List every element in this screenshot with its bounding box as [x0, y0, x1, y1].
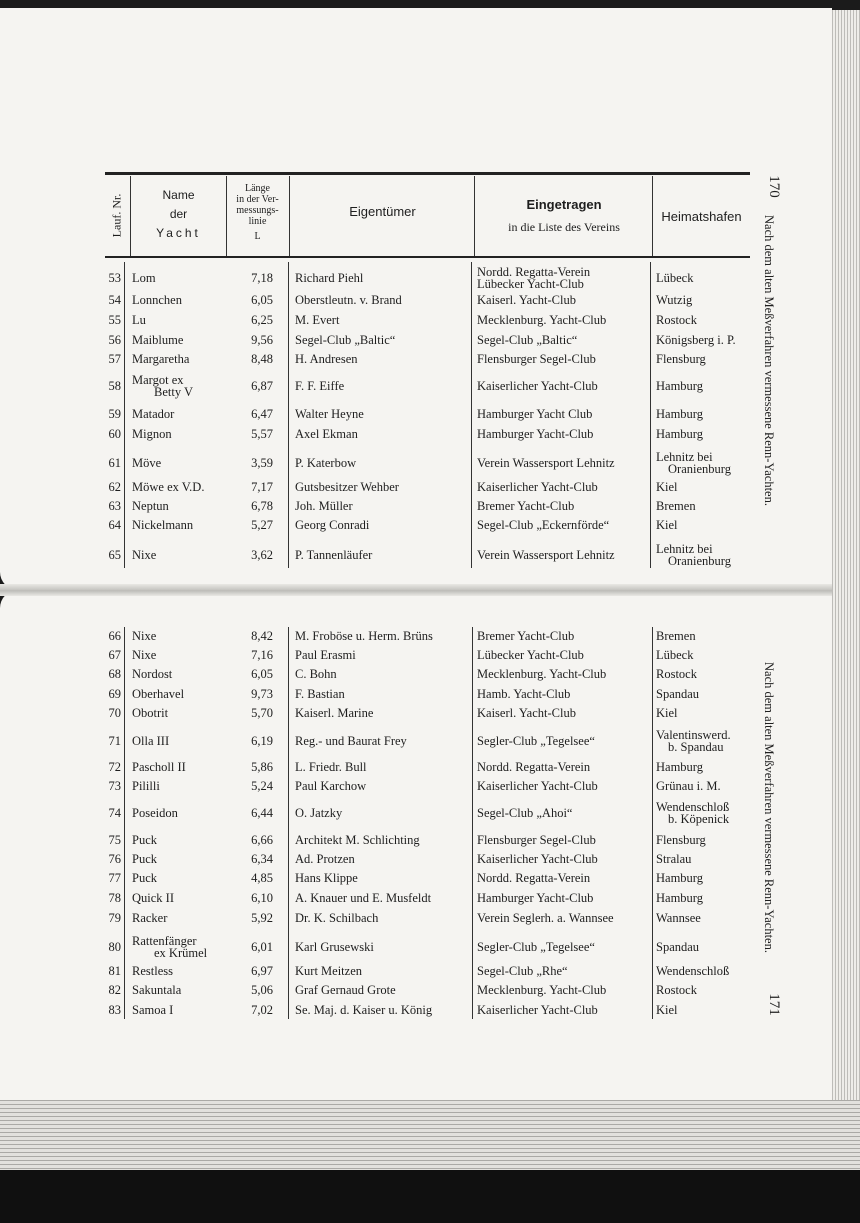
- yacht-name: Nixe: [132, 548, 157, 562]
- club-name-cont: Lübecker Yacht-Club: [477, 277, 584, 291]
- yacht-name: Olla III: [132, 734, 170, 748]
- yacht-name: Maiblume: [132, 333, 184, 347]
- club-name: Kaiserlicher Yacht-Club: [477, 379, 598, 393]
- club-name: Flensburger Segel-Club: [477, 833, 596, 847]
- row-number: 73: [108, 779, 121, 793]
- column-divider: [472, 627, 473, 1019]
- home-port: Flensburg: [656, 833, 706, 847]
- row-number: 65: [108, 548, 121, 562]
- owner-name: Graf Gernaud Grote: [295, 983, 396, 997]
- owner-name: P. Tannenläufer: [295, 548, 373, 562]
- column-divider: [650, 262, 651, 568]
- length-value: 5,27: [251, 518, 273, 532]
- club-name: Nordd. Regatta-Verein: [477, 760, 591, 774]
- home-port: Spandau: [656, 940, 700, 954]
- row-number: 56: [108, 333, 121, 347]
- home-port: Lehnitz bei: [656, 542, 713, 556]
- length-value: 5,24: [251, 779, 273, 793]
- yacht-name: Sakuntala: [132, 983, 182, 997]
- home-port: Grünau i. M.: [656, 779, 721, 793]
- home-port-cont: b. Spandau: [668, 740, 724, 754]
- yacht-name: Quick II: [132, 891, 174, 905]
- page-stack: [0, 1100, 860, 1170]
- length-value: 7,18: [251, 271, 273, 285]
- owner-name: A. Knauer und E. Musfeldt: [295, 891, 432, 905]
- header-top-rule: [105, 172, 750, 175]
- owner-name: Joh. Müller: [295, 499, 353, 513]
- column-divider: [124, 627, 125, 1019]
- owner-name: Axel Ekman: [295, 427, 358, 441]
- owner-name: L. Friedr. Bull: [295, 760, 367, 774]
- club-name: Verein Wassersport Lehnitz: [477, 456, 615, 470]
- owner-name: H. Andresen: [295, 352, 358, 366]
- owner-name: Reg.- und Baurat Frey: [295, 734, 407, 748]
- home-port: Stralau: [656, 852, 692, 866]
- yacht-name: Samoa I: [132, 1003, 174, 1017]
- row-number: 59: [108, 407, 121, 421]
- owner-name: F. Bastian: [295, 687, 345, 701]
- home-port: Lehnitz bei: [656, 450, 713, 464]
- yacht-name: Mignon: [132, 427, 172, 441]
- home-port: Hamburg: [656, 379, 703, 393]
- home-port-cont: Oranienburg: [668, 554, 731, 568]
- club-name: Kaiserlicher Yacht-Club: [477, 779, 598, 793]
- yacht-name: Puck: [132, 852, 157, 866]
- home-port: Hamburg: [656, 427, 703, 441]
- club-name: Kaiserl. Yacht-Club: [477, 706, 576, 720]
- club-name: Verein Wassersport Lehnitz: [477, 548, 615, 562]
- club-name: Kaiserl. Yacht-Club: [477, 293, 576, 307]
- owner-name: Walter Heyne: [295, 407, 364, 421]
- club-name: Segel-Club „Eckernförde“: [477, 518, 610, 532]
- row-number: 78: [108, 891, 121, 905]
- row-number: 70: [108, 706, 121, 720]
- length-value: 6,44: [251, 806, 273, 820]
- home-port: Kiel: [656, 480, 678, 494]
- yacht-name: Nixe: [132, 629, 157, 643]
- home-port: Lübeck: [656, 271, 694, 285]
- club-name: Segel-Club „Rhe“: [477, 964, 568, 978]
- row-number: 83: [108, 1003, 121, 1017]
- club-name: Nordd. Regatta-Verein: [477, 265, 591, 279]
- home-port: Bremen: [656, 629, 696, 643]
- length-value: 5,92: [251, 911, 273, 925]
- club-name: Hamburger Yacht Club: [477, 407, 593, 421]
- row-number: 76: [108, 852, 121, 866]
- row-number: 74: [108, 806, 121, 820]
- yacht-name: Matador: [132, 407, 175, 421]
- length-value: 6,25: [251, 313, 273, 327]
- row-number: 61: [108, 456, 121, 470]
- column-divider: [124, 262, 125, 568]
- home-port: Königsberg i. P.: [656, 333, 736, 347]
- row-number: 67: [108, 648, 121, 662]
- yacht-name: Nickelmann: [132, 518, 194, 532]
- yacht-name: Neptun: [132, 499, 169, 513]
- owner-name: Architekt M. Schlichting: [295, 833, 420, 847]
- owner-name: O. Jatzky: [295, 806, 343, 820]
- home-port: Valentinswerd.: [656, 728, 731, 742]
- yacht-name: Nixe: [132, 648, 157, 662]
- row-number: 71: [108, 734, 121, 748]
- yacht-name: Pascholl II: [132, 760, 186, 774]
- length-value: 6,97: [251, 964, 273, 978]
- home-port: Rostock: [656, 313, 697, 327]
- length-value: 8,48: [251, 352, 273, 366]
- row-number: 79: [108, 911, 121, 925]
- yacht-name: Racker: [132, 911, 168, 925]
- column-divider: [288, 262, 289, 568]
- club-name: Kaiserlicher Yacht-Club: [477, 852, 598, 866]
- club-name: Mecklenburg. Yacht-Club: [477, 983, 607, 997]
- home-port: Kiel: [656, 1003, 678, 1017]
- length-value: 5,06: [251, 983, 273, 997]
- row-number: 57: [108, 352, 121, 366]
- length-value: 3,62: [251, 548, 273, 562]
- home-port: Kiel: [656, 706, 678, 720]
- row-number: 72: [108, 760, 121, 774]
- owner-name: P. Katerbow: [295, 456, 357, 470]
- row-number: 53: [108, 271, 121, 285]
- home-port: Rostock: [656, 983, 697, 997]
- yacht-name: Obotrit: [132, 706, 169, 720]
- owner-name: M. Evert: [295, 313, 340, 327]
- home-port: Flensburg: [656, 352, 706, 366]
- header-bottom-rule: [105, 256, 750, 258]
- yacht-name: Margot ex: [132, 373, 184, 387]
- home-port: Rostock: [656, 667, 697, 681]
- row-number: 75: [108, 833, 121, 847]
- owner-name: Kaiserl. Marine: [295, 706, 374, 720]
- home-port: Wendenschloß: [656, 964, 730, 978]
- length-value: 5,70: [251, 706, 273, 720]
- home-port: Hamburg: [656, 891, 703, 905]
- club-name: Lübecker Yacht-Club: [477, 648, 584, 662]
- club-name: Kaiserlicher Yacht-Club: [477, 480, 598, 494]
- club-name: Hamburger Yacht-Club: [477, 891, 594, 905]
- owner-name: Oberstleutn. v. Brand: [295, 293, 402, 307]
- book-bottom-shadow: [0, 1170, 860, 1223]
- length-value: 5,57: [251, 427, 273, 441]
- club-name: Hamburger Yacht-Club: [477, 427, 594, 441]
- length-value: 3,59: [251, 456, 273, 470]
- yacht-name: Puck: [132, 871, 157, 885]
- home-port: Bremen: [656, 499, 696, 513]
- home-port: Kiel: [656, 518, 678, 532]
- owner-name: Segel-Club „Baltic“: [295, 333, 396, 347]
- row-number: 62: [108, 480, 121, 494]
- column-divider: [471, 262, 472, 568]
- club-name: Hamb. Yacht-Club: [477, 687, 571, 701]
- page-edges: [832, 10, 860, 1160]
- length-value: 9,56: [251, 333, 273, 347]
- row-number: 77: [108, 871, 121, 885]
- row-number: 60: [108, 427, 121, 441]
- length-value: 6,05: [251, 667, 273, 681]
- yacht-name: Möve: [132, 456, 162, 470]
- row-number: 81: [108, 964, 121, 978]
- owner-name: C. Bohn: [295, 667, 337, 681]
- owner-name: Richard Piehl: [295, 271, 364, 285]
- column-divider: [288, 627, 289, 1019]
- home-port: Hamburg: [656, 871, 703, 885]
- club-name: Kaiserlicher Yacht-Club: [477, 1003, 598, 1017]
- length-value: 7,16: [251, 648, 273, 662]
- length-value: 7,17: [251, 480, 273, 494]
- header-eingetragen: Eingetragen in die Liste des Vereins: [508, 197, 620, 234]
- club-name: Nordd. Regatta-Verein: [477, 871, 591, 885]
- yacht-name: Pililli: [132, 779, 160, 793]
- home-port: Wutzig: [656, 293, 693, 307]
- yacht-name: Lom: [132, 271, 156, 285]
- row-number: 64: [108, 518, 121, 532]
- home-port: Hamburg: [656, 760, 703, 774]
- page-number-top: 170: [765, 175, 782, 198]
- owner-name: M. Froböse u. Herm. Brüns: [295, 629, 433, 643]
- row-number: 63: [108, 499, 121, 513]
- yacht-name: Poseidon: [132, 806, 178, 820]
- club-name: Bremer Yacht-Club: [477, 499, 575, 513]
- row-number: 66: [108, 629, 121, 643]
- yacht-name: Lu: [132, 313, 146, 327]
- row-number: 82: [108, 983, 121, 997]
- length-value: 6,47: [251, 407, 273, 421]
- row-number: 58: [108, 379, 121, 393]
- owner-name: Karl Grusewski: [295, 940, 374, 954]
- row-number: 55: [108, 313, 121, 327]
- owner-name: Hans Klippe: [295, 871, 358, 885]
- owner-name: Se. Maj. d. Kaiser u. König: [295, 1003, 433, 1017]
- club-name: Mecklenburg. Yacht-Club: [477, 667, 607, 681]
- length-value: 6,05: [251, 293, 273, 307]
- header-laenge: Länge in der Ver- messungs- linie L: [236, 183, 279, 242]
- owner-name: Paul Karchow: [295, 779, 367, 793]
- owner-name: Dr. K. Schilbach: [295, 911, 379, 925]
- owner-name: Gutsbesitzer Wehber: [295, 480, 399, 494]
- yacht-name: Oberhavel: [132, 687, 185, 701]
- length-value: 6,10: [251, 891, 273, 905]
- header-heimatshafen: Heimatshafen: [661, 209, 742, 224]
- yacht-name: Restless: [132, 964, 173, 978]
- length-value: 7,02: [251, 1003, 273, 1017]
- owner-name: Paul Erasmi: [295, 648, 356, 662]
- row-number: 80: [108, 940, 121, 954]
- length-value: 6,78: [251, 499, 273, 513]
- club-name: Verein Seglerh. a. Wannsee: [477, 911, 614, 925]
- row-number: 68: [108, 667, 121, 681]
- length-value: 6,87: [251, 379, 273, 393]
- yacht-name: Möwe ex V.D.: [132, 480, 205, 494]
- length-value: 9,73: [251, 687, 273, 701]
- owner-name: F. F. Eiffe: [295, 379, 345, 393]
- club-name: Segel-Club „Baltic“: [477, 333, 578, 347]
- owner-name: Ad. Protzen: [295, 852, 355, 866]
- header-lauf-nr: Lauf. Nr.: [109, 193, 124, 238]
- length-value: 6,19: [251, 734, 273, 748]
- home-port: Lübeck: [656, 648, 694, 662]
- club-name: Bremer Yacht-Club: [477, 629, 575, 643]
- club-name: Flensburger Segel-Club: [477, 352, 596, 366]
- yacht-name: Puck: [132, 833, 157, 847]
- club-name: Segel-Club „Ahoi“: [477, 806, 573, 820]
- header-name: Name der Yacht: [156, 188, 201, 240]
- yacht-name-cont: ex Krümel: [154, 946, 208, 960]
- page-number-bottom: 171: [765, 993, 782, 1016]
- owner-name: Georg Conradi: [295, 518, 370, 532]
- club-name: Segler-Club „Tegelsee“: [477, 734, 595, 748]
- yacht-name: Lonnchen: [132, 293, 182, 307]
- yacht-name: Margaretha: [132, 352, 190, 366]
- home-port: Spandau: [656, 687, 700, 701]
- length-value: 6,01: [251, 940, 273, 954]
- home-port: Wendenschloß: [656, 800, 730, 814]
- club-name: Mecklenburg. Yacht-Club: [477, 313, 607, 327]
- header-eigentuemer: Eigentümer: [349, 204, 416, 219]
- yacht-name: Nordost: [132, 667, 173, 681]
- yacht-name-cont: Betty V: [154, 385, 194, 399]
- row-number: 69: [108, 687, 121, 701]
- owner-name: Kurt Meitzen: [295, 964, 362, 978]
- row-number: 54: [108, 293, 121, 307]
- yacht-name: Rattenfänger: [132, 934, 197, 948]
- length-value: 5,86: [251, 760, 273, 774]
- column-divider: [652, 627, 653, 1019]
- length-value: 8,42: [251, 629, 273, 643]
- club-name: Segler-Club „Tegelsee“: [477, 940, 595, 954]
- home-port: Hamburg: [656, 407, 703, 421]
- book-gutter: [0, 584, 832, 596]
- home-port-cont: b. Köpenick: [668, 812, 730, 826]
- length-value: 4,85: [251, 871, 273, 885]
- length-value: 6,34: [251, 852, 273, 866]
- home-port-cont: Oranienburg: [668, 462, 731, 476]
- length-value: 6,66: [251, 833, 273, 847]
- home-port: Wannsee: [656, 911, 701, 925]
